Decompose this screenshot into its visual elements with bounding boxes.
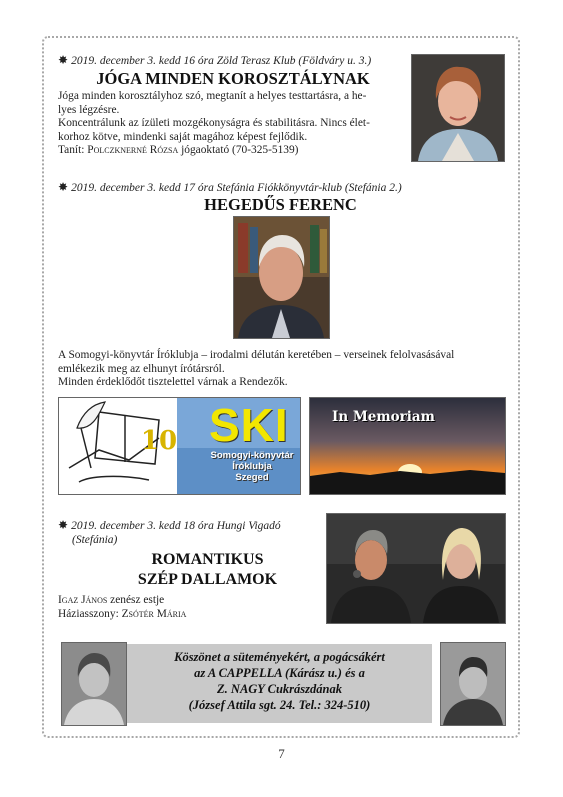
thanks-line: Z. NAGY Cukrászdának — [217, 682, 342, 696]
in-memoriam-text: In Memoriam — [332, 409, 435, 425]
event-1-teacher: Tanít: Polczknerné Rózsa jógaoktató (70-325-5139) — [58, 144, 299, 157]
event-1-line: Koncentrálunk az ízületi mozgékonyságra és stabilitásra. Nincs élet- — [58, 117, 370, 130]
thanks-line: (József Attila sgt. 24. Tel.: 324-510) — [188, 698, 371, 712]
event-3-performer: Igaz János zenész estje — [58, 594, 165, 606]
hegedus-ferenc-photo — [233, 216, 330, 339]
thanks-line: az A CAPPELLA (Kárász u.) és a — [194, 666, 365, 680]
event-2-when-where: 2019. december 3. kedd 17 óra Stefánia Fiókkönyvtár-klub (Stefánia 2.) — [71, 182, 402, 194]
event-2-line: Minden érdeklődőt tisztelettel várnak a Rendezők. — [58, 376, 288, 389]
star-icon: ✸ — [58, 518, 69, 532]
event-3-when-where: 2019. december 3. kedd 18 óra Hungi Vigadó — [71, 520, 281, 532]
event-1-line: korhoz kötve, mindenki saját magához képest fejlődik. — [58, 130, 308, 143]
page-number: 7 — [278, 746, 285, 761]
star-icon: ✸ — [58, 180, 69, 194]
ski-banner-subtitle: Somogyi-könyvtár Íróklubja Szeged — [210, 450, 294, 483]
event-1-heading — [58, 53, 418, 68]
thanks-line: Köszönet a süteményekért, a pogácsákért — [174, 650, 385, 664]
ski-logo-banner — [58, 397, 301, 495]
event-1-description — [58, 90, 413, 158]
event-2-line: emlékezik meg az elhunyt írótársról. — [58, 362, 225, 375]
event-2-description — [58, 349, 508, 390]
event-1-line: Jóga minden korosztályhoz szó, megtanít a helyes testtartásra, a he- — [58, 90, 367, 102]
performers-photo — [326, 513, 506, 624]
ski-anniversary-number: 10 — [140, 426, 178, 456]
event-3-heading: ✸ 2019. december 3. kedd 18 óra Hungi Vigadó (Stefánia) — [58, 518, 281, 546]
star-icon: ✸ — [58, 53, 69, 67]
host-man-photo — [440, 642, 506, 726]
thanks-box — [127, 644, 432, 723]
event-3-host: Háziasszony: Zsótér Mária — [58, 607, 187, 620]
event-3-description — [58, 594, 323, 621]
event-2-line: A Somogyi-könyvtár Íróklubja – irodalmi délután keretében – verseinek felolvasásával — [58, 349, 455, 361]
teacher-name: Polczknerné Rózsa — [87, 144, 179, 157]
in-memoriam-banner — [309, 397, 506, 495]
event-1-title: JÓGA MINDEN KOROSZTÁLYNAK — [96, 69, 370, 88]
yoga-teacher-photo — [411, 54, 505, 162]
event-1-when-where: 2019. december 3. kedd 16 óra Zöld Terasz Klub (Földváry u. 3.) — [71, 55, 372, 67]
event-3-title: ROMANTIKUS SZÉP DALLAMOK — [137, 551, 278, 588]
event-2-heading — [58, 180, 508, 195]
event-1-line: lyes légzésre. — [58, 103, 120, 116]
event-2-title: HEGEDŰS FERENC — [204, 195, 357, 214]
host-woman-photo — [61, 642, 127, 726]
ski-logo-text: SKI — [209, 399, 289, 451]
